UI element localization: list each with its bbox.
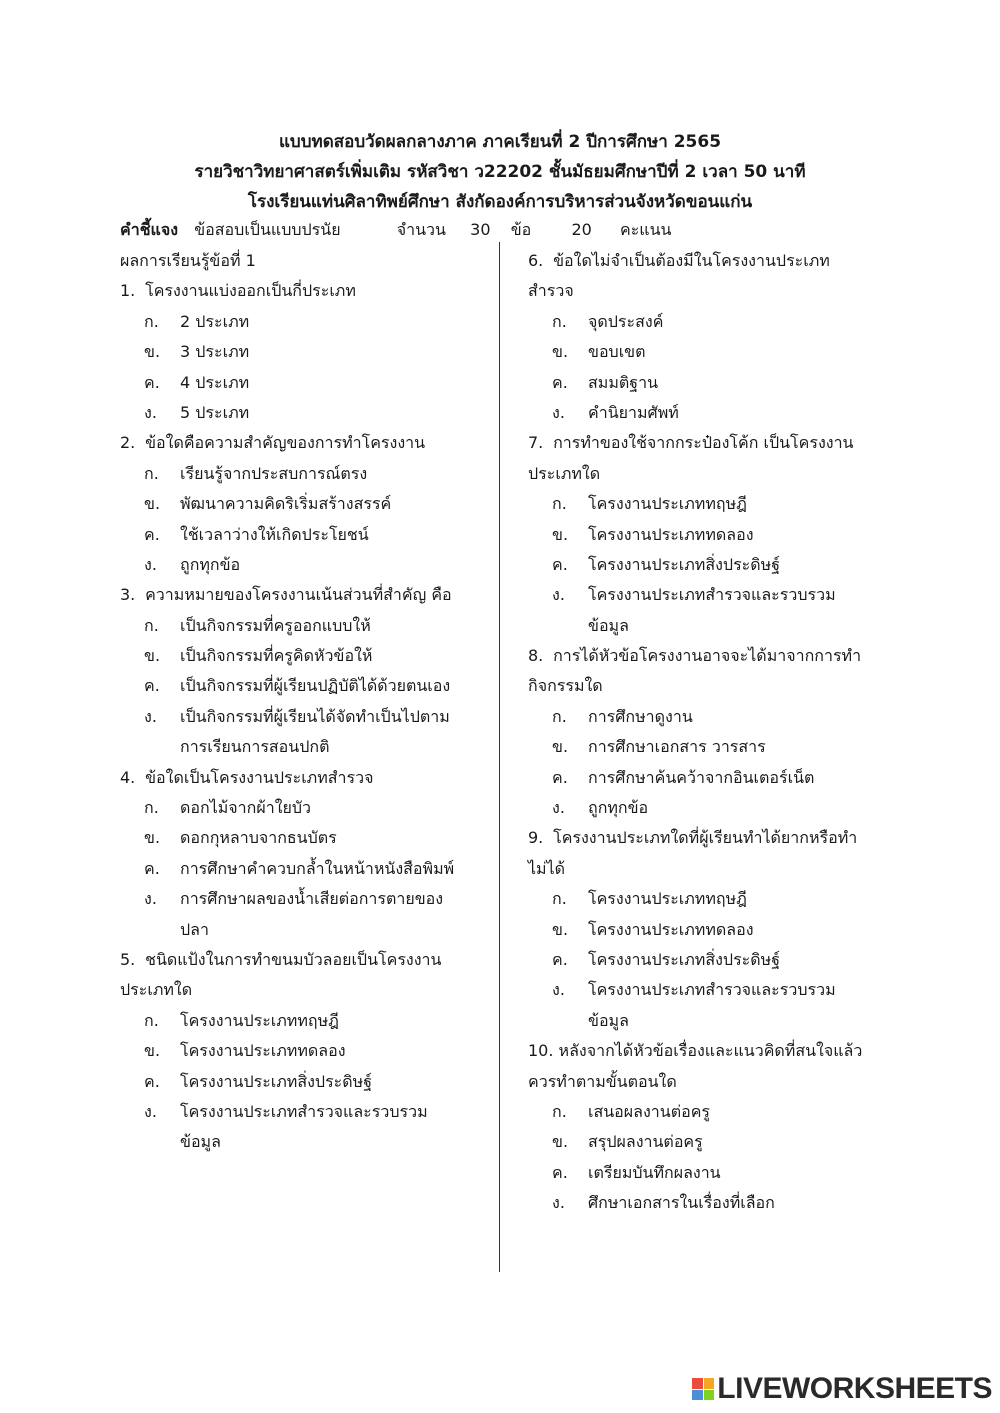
choice-text: สมมติฐาน xyxy=(588,372,658,392)
instructions xyxy=(120,218,671,243)
choice-text: เตรียมบันทึกผลงาน xyxy=(588,1162,721,1182)
instructions-score: 20 xyxy=(571,220,592,239)
choice-text: โครงงานประเภททดลอง xyxy=(588,919,754,939)
choice-key: ข. xyxy=(552,524,569,544)
choice-text: โครงงานประเภทสิ่งประดิษฐ์ xyxy=(588,949,781,969)
liveworksheets-logo xyxy=(692,1371,992,1407)
choice-text: การเรียนการสอนปกติ xyxy=(180,737,330,757)
choice-text: โครงงานประเภททดลอง xyxy=(180,1041,346,1061)
choice-key: ข. xyxy=(552,1132,569,1152)
choice-text: โครงงานประเภททดลอง xyxy=(588,524,754,544)
choice-text: โครงงานประเภทสิ่งประดิษฐ์ xyxy=(588,554,781,574)
question-text: ชนิดแป้งในการทำขนมบัวลอยเป็นโครงงาน xyxy=(145,949,442,969)
choice-option xyxy=(528,611,888,641)
choice-key: ค. xyxy=(552,372,568,392)
choice-option xyxy=(528,1158,888,1188)
choice-option xyxy=(120,398,490,428)
question-item xyxy=(120,763,490,945)
choice-option xyxy=(120,1097,490,1127)
choice-text: ขอบเขต xyxy=(588,342,646,362)
choice-option xyxy=(120,884,490,914)
choice-option xyxy=(120,520,490,550)
choice-text: 5 ประเภท xyxy=(180,402,250,422)
choice-key: ค. xyxy=(144,372,160,392)
choice-option xyxy=(120,915,490,945)
question-number: 2. xyxy=(120,433,136,453)
choice-text: เป็นกิจกรรมที่ครูออกแบบให้ xyxy=(180,615,371,635)
choice-key: ก. xyxy=(552,311,567,331)
choice-key: ค. xyxy=(552,1162,568,1182)
liveworksheets-logo-icon xyxy=(692,1378,714,1400)
choice-text: ศึกษาเอกสารในเรื่องที่เลือก xyxy=(588,1193,775,1213)
instructions-count-label: จำนวน xyxy=(396,220,446,239)
choice-option xyxy=(528,580,888,610)
choice-option xyxy=(528,884,888,914)
choice-text: การศึกษาผลของน้ำเสียต่อการตายของ xyxy=(180,889,444,909)
question-number: 10. xyxy=(528,1041,554,1061)
question-number: 4. xyxy=(120,767,136,787)
choice-key: ง. xyxy=(552,798,565,818)
choice-key: ข. xyxy=(144,646,161,666)
question-text: ไม่ได้ xyxy=(528,858,566,878)
choice-text: คำนิยามศัพท์ xyxy=(588,402,679,422)
instructions-count: 30 xyxy=(470,220,491,239)
question-item xyxy=(528,641,888,823)
question-number: 7. xyxy=(528,433,544,453)
choice-key: ข. xyxy=(144,828,161,848)
choice-key: ก. xyxy=(144,311,159,331)
question-number: 1. xyxy=(120,281,136,301)
question-item xyxy=(120,945,490,1158)
choice-option xyxy=(528,307,888,337)
question-line xyxy=(528,428,888,458)
choice-option xyxy=(528,1188,888,1218)
choice-option xyxy=(120,823,490,853)
choice-text: ใช้เวลาว่างให้เกิดประโยชน์ xyxy=(180,524,369,544)
question-line xyxy=(528,641,888,671)
choice-key: ง. xyxy=(144,1101,157,1121)
question-line xyxy=(528,276,888,306)
choice-option xyxy=(528,975,888,1005)
choice-option xyxy=(528,915,888,945)
choice-option xyxy=(120,489,490,519)
question-text: สำรวจ xyxy=(528,281,574,301)
choice-text: การศึกษาเอกสาร วารสาร xyxy=(588,737,766,757)
choice-key: ก. xyxy=(144,615,159,635)
logo-square xyxy=(704,1378,715,1389)
choice-option xyxy=(120,671,490,701)
choice-key: ข. xyxy=(552,919,569,939)
choice-option xyxy=(528,702,888,732)
choice-text: โครงงานประเภททฤษฎี xyxy=(588,889,747,909)
choice-text: ถูกทุกข้อ xyxy=(180,554,241,574)
choice-option xyxy=(528,1097,888,1127)
choice-option xyxy=(120,1006,490,1036)
question-text: โครงงานประเภทใดที่ผู้เรียนทำได้ยากหรือทำ xyxy=(553,828,858,848)
choice-option xyxy=(120,1067,490,1097)
choice-option xyxy=(528,398,888,428)
exam-subject-line: รายวิชาวิทยาศาสตร์เพิ่มเติม รหัสวิชา ว22202 ชั้นมัธยมศึกษาปีที่ 2 เวลา 50 นาที xyxy=(194,162,806,182)
choice-option xyxy=(528,945,888,975)
choice-option xyxy=(120,641,490,671)
choice-option xyxy=(528,1006,888,1036)
question-number: 9. xyxy=(528,828,544,848)
column-divider xyxy=(499,242,500,1272)
question-line xyxy=(528,854,888,884)
question-line xyxy=(120,428,490,458)
choice-key: ก. xyxy=(144,1010,159,1030)
choice-key: ค. xyxy=(552,767,568,787)
choice-key: ง. xyxy=(144,402,157,422)
choice-key: ง. xyxy=(144,554,157,574)
question-line xyxy=(528,459,888,489)
choice-key: ก. xyxy=(552,889,567,909)
choice-text: ถูกทุกข้อ xyxy=(588,798,649,818)
choice-key: ค. xyxy=(552,949,568,969)
question-text: ควรทำตามขั้นตอนใด xyxy=(528,1071,677,1091)
choice-text: จุดประสงค์ xyxy=(588,311,664,331)
choice-option xyxy=(528,337,888,367)
choice-key: ง. xyxy=(552,1193,565,1213)
question-number: 3. xyxy=(120,585,136,605)
choice-text: การศึกษาค้นคว้าจากอินเตอร์เน็ต xyxy=(588,767,815,787)
question-number: 5. xyxy=(120,949,136,969)
choice-option xyxy=(528,550,888,580)
choice-key: ค. xyxy=(144,676,160,696)
question-text: ประเภทใด xyxy=(120,980,193,1000)
question-text: ข้อใดเป็นโครงงานประเภทสำรวจ xyxy=(145,767,374,787)
choice-key: ง. xyxy=(144,889,157,909)
question-item xyxy=(528,823,888,1036)
instructions-label: คำชี้แจง xyxy=(120,220,179,239)
choice-option xyxy=(120,307,490,337)
choice-option xyxy=(528,368,888,398)
choice-option xyxy=(120,854,490,884)
question-number: 6. xyxy=(528,251,544,270)
choice-key: ก. xyxy=(552,1101,567,1121)
question-line xyxy=(528,671,888,701)
question-item xyxy=(120,580,490,762)
choice-text: ปลา xyxy=(180,919,209,939)
choice-text: ดอกไม้จากผ้าใยบัว xyxy=(180,798,312,818)
choice-text: การศึกษาคำควบกล้ำในหน้าหนังสือพิมพ์ xyxy=(180,858,455,878)
choice-text: พัฒนาความคิดริเริ่มสร้างสรรค์ xyxy=(180,494,392,514)
choice-option xyxy=(528,763,888,793)
choice-key: ข. xyxy=(144,1041,161,1061)
choice-key: ข. xyxy=(552,737,569,757)
choice-text: ดอกกุหลาบจากธนบัตร xyxy=(180,828,337,848)
choice-text: โครงงานประเภทสิ่งประดิษฐ์ xyxy=(180,1071,373,1091)
choice-option xyxy=(528,1127,888,1157)
choice-option xyxy=(120,611,490,641)
choice-key: ก. xyxy=(144,798,159,818)
choice-key: ค. xyxy=(552,554,568,574)
choice-key: ข. xyxy=(552,342,569,362)
choice-key: ก. xyxy=(552,706,567,726)
choice-text: สรุปผลงานต่อครู xyxy=(588,1132,703,1152)
question-text: กิจกรรมใด xyxy=(528,676,603,696)
choice-text: 2 ประเภท xyxy=(180,311,250,331)
choice-text: เสนอผลงานต่อครู xyxy=(588,1101,710,1121)
logo-square xyxy=(692,1378,703,1389)
choice-key: ง. xyxy=(552,980,565,1000)
choice-text: เป็นกิจกรรมที่ผู้เรียนได้จัดทำเป็นไปตาม xyxy=(180,706,450,726)
instructions-count-unit: ข้อ xyxy=(510,220,532,239)
question-text: การได้หัวข้อโครงงานอาจจะได้มาจากการทำ xyxy=(553,646,862,666)
choice-option xyxy=(528,520,888,550)
choice-text: ข้อมูล xyxy=(588,1010,629,1030)
liveworksheets-logo-text: LIVEWORKSHEETS xyxy=(717,1372,992,1405)
choice-text: ข้อมูล xyxy=(180,1132,221,1152)
choice-key: ค. xyxy=(144,524,160,544)
choice-key: ก. xyxy=(144,463,159,483)
choice-key: ง. xyxy=(144,706,157,726)
question-text: ความหมายของโครงงานเน้นส่วนที่สำคัญ คือ xyxy=(145,585,452,605)
choice-text: 4 ประเภท xyxy=(180,372,250,392)
question-number: 8. xyxy=(528,646,544,666)
question-line xyxy=(120,975,490,1005)
question-line xyxy=(120,945,490,975)
question-text: การทำของใช้จากกระป๋องโค้ก เป็นโครงงาน xyxy=(553,433,854,453)
question-line xyxy=(528,1067,888,1097)
choice-text: เรียนรู้จากประสบการณ์ตรง xyxy=(180,463,368,483)
choice-text: 3 ประเภท xyxy=(180,342,250,362)
choice-option xyxy=(528,489,888,519)
choice-text: โครงงานประเภทสำรวจและรวบรวม xyxy=(588,980,836,1000)
question-line xyxy=(120,276,490,306)
question-item xyxy=(120,428,490,580)
question-text: ข้อใดคือความสำคัญของการทำโครงงาน xyxy=(145,433,426,453)
choice-key: ก. xyxy=(552,494,567,514)
choice-text: โครงงานประเภททฤษฎี xyxy=(180,1010,339,1030)
question-line xyxy=(120,580,490,610)
question-line xyxy=(528,1036,888,1066)
logo-square xyxy=(692,1390,703,1401)
choice-key: ง. xyxy=(552,585,565,605)
exam-title: แบบทดสอบวัดผลกลางภาค ภาคเรียนที่ 2 ปีการศึกษา 2565 xyxy=(278,132,722,152)
question-line xyxy=(528,823,888,853)
choice-text: โครงงานประเภทสำรวจและรวบรวม xyxy=(588,585,836,605)
choice-option xyxy=(120,337,490,367)
choice-option xyxy=(120,550,490,580)
right-question-column xyxy=(528,246,888,1219)
choice-text: เป็นกิจกรรมที่ครูคิดหัวข้อให้ xyxy=(180,646,373,666)
instructions-text: ข้อสอบเป็นแบบปรนัย xyxy=(194,220,341,239)
choice-option xyxy=(120,1127,490,1157)
question-text: โครงงานแบ่งออกเป็นกี่ประเภท xyxy=(145,281,356,301)
choice-option xyxy=(120,459,490,489)
question-line xyxy=(528,246,888,276)
choice-text: เป็นกิจกรรมที่ผู้เรียนปฏิบัติได้ด้วยตนเอง xyxy=(180,676,451,696)
instructions-score-unit: คะแนน xyxy=(619,220,672,239)
question-item xyxy=(528,428,888,641)
left-question-column xyxy=(120,246,490,1158)
choice-text: โครงงานประเภทสำรวจและรวบรวม xyxy=(180,1101,428,1121)
question-line xyxy=(120,763,490,793)
choice-option xyxy=(528,732,888,762)
question-text: ประเภทใด xyxy=(528,463,601,483)
exam-school-line: โรงเรียนแท่นศิลาทิพย์ศึกษา สังกัดองค์การบริหารส่วนจังหวัดขอนแก่น xyxy=(247,192,753,212)
choice-key: ข. xyxy=(144,494,161,514)
question-text: ข้อใดไม่จำเป็นต้องมีในโครงงานประเภท xyxy=(553,251,830,270)
choice-key: ง. xyxy=(552,402,565,422)
section-heading: ผลการเรียนรู้ข้อที่ 1 xyxy=(120,251,256,270)
choice-option xyxy=(120,368,490,398)
choice-key: ค. xyxy=(144,858,160,878)
question-item xyxy=(120,276,490,428)
question-item xyxy=(528,246,888,428)
question-item xyxy=(528,1036,888,1218)
choice-text: การศึกษาดูงาน xyxy=(588,706,693,726)
choice-option xyxy=(528,793,888,823)
choice-key: ข. xyxy=(144,342,161,362)
choice-option xyxy=(120,702,490,732)
choice-text: ข้อมูล xyxy=(588,615,629,635)
question-text: หลังจากได้หัวข้อเรื่องและแนวคิดที่สนใจแล้ว xyxy=(558,1041,863,1061)
logo-square xyxy=(704,1390,715,1401)
choice-option xyxy=(120,1036,490,1066)
choice-text: โครงงานประเภททฤษฎี xyxy=(588,494,747,514)
choice-key: ค. xyxy=(144,1071,160,1091)
choice-option xyxy=(120,732,490,762)
choice-option xyxy=(120,793,490,823)
